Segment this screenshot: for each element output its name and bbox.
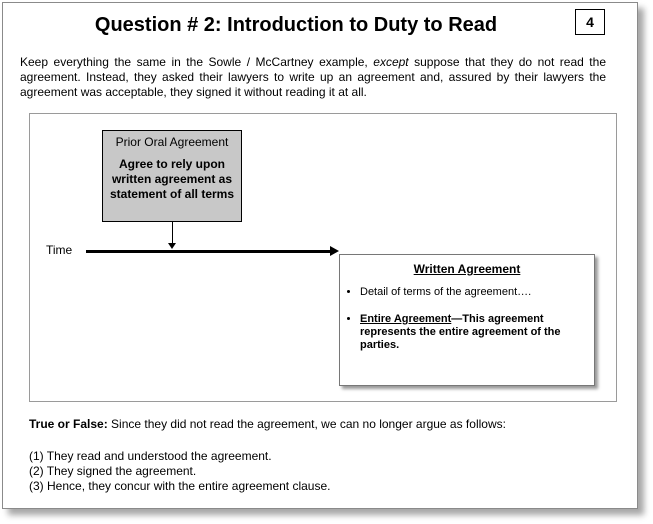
intro-text-1: Keep everything the same in the Sowle / McCartney example, [20, 55, 374, 69]
time-label: Time [46, 243, 73, 257]
prior-oral-agreement-box [102, 130, 242, 222]
slide [2, 2, 638, 509]
list-item: (1) They read and understood the agreement. [29, 449, 272, 463]
written-agreement-title: Written Agreement [413, 262, 521, 276]
timeline-diagram [29, 113, 617, 402]
list-item: (3) Hence, they concur with the entire agreement clause. [29, 479, 331, 493]
list-item: (2) They signed the agreement. [29, 464, 197, 478]
true-false-question [29, 417, 619, 431]
question-text: Since they did not read the agreement, we can no longer argue as follows: [107, 417, 506, 431]
list-item: • Detail of terms of the agreement…. [360, 286, 594, 299]
page-number: 4 [575, 9, 605, 35]
written-agreement-box [339, 254, 595, 386]
intro-emphasis: except [373, 55, 409, 69]
down-arrow-icon [172, 221, 173, 245]
entire-agreement-label: Entire Agreement [360, 313, 452, 325]
entire-agreement-text: —This agreement represents the entire agreement of the parties. [360, 313, 561, 351]
reasons-list [29, 449, 589, 494]
timeline-arrow-icon [86, 250, 331, 253]
oral-box-heading: Prior Oral Agreement [115, 135, 229, 149]
list-item [360, 313, 594, 352]
written-agreement-list [340, 286, 594, 352]
true-false-label: True or False: [29, 417, 108, 431]
intro-text-2: suppose that they do not read the agreement. Instead, they asked their lawyers to write up an agreement and, assured by their lawyers the agreement was acceptable, they signed it without reading it at all. [20, 55, 606, 99]
slide-title: Question # 2: Introduction to Duty to Read [94, 14, 498, 36]
intro-paragraph [20, 55, 606, 100]
oral-box-body: Agree to rely upon written agreement as statement of all terms [109, 157, 235, 201]
